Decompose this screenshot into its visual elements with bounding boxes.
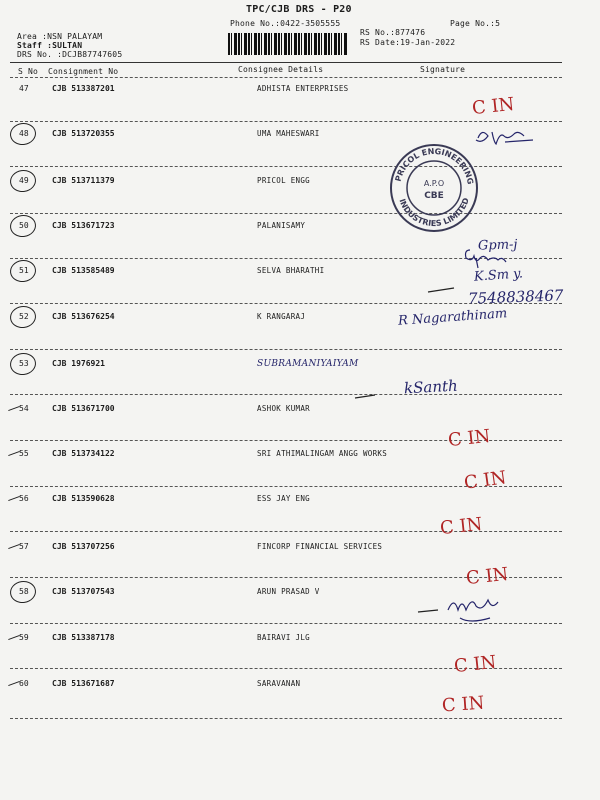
row-consignee: PALANISAMY <box>257 221 306 230</box>
row-consignee: ADHISTA ENTERPRISES <box>257 84 349 93</box>
row-consignment: CJB 1976921 <box>52 359 105 368</box>
row-consignee: BAIRAVI JLG <box>257 633 310 642</box>
handwritten-signature: kSanth <box>403 376 459 398</box>
signature-row48 <box>476 132 533 144</box>
phone-number: Phone No.:0422-3505555 <box>230 19 341 28</box>
dash-row53 <box>355 395 375 398</box>
area-field: Area :NSN PALAYAM <box>17 32 103 41</box>
drs-number: DRS No. :DCJB87747605 <box>17 50 123 59</box>
row-consignee: SUBRAMANIYAIYAM <box>257 359 359 369</box>
dash-row51 <box>428 288 454 292</box>
dash-row58 <box>418 610 438 612</box>
stamp-seal-icon <box>388 142 480 234</box>
col-sno: S No <box>18 67 39 76</box>
row-consignee: ESS JAY ENG <box>257 494 310 503</box>
handwritten-cin: C IN <box>465 563 510 590</box>
row-consignee: SRI ATHIMALINGAM ANGG WORKS <box>257 449 388 458</box>
row-consignment: CJB 513671700 <box>52 404 115 413</box>
row-consignee: K RANGARAJ <box>257 312 306 321</box>
row-consignment: CJB 513671687 <box>52 679 115 688</box>
handwritten-cin: C IN <box>462 467 508 494</box>
row-consignment: CJB 513387201 <box>52 84 115 93</box>
handwritten-cin: C IN <box>441 692 486 717</box>
row-sno: 59 <box>19 633 29 642</box>
row-sno: 60 <box>19 679 29 688</box>
handwritten-initials: Gpm-j <box>477 237 518 254</box>
row-consignment: CJB 513676254 <box>52 312 115 321</box>
row-consignment: CJB 513585489 <box>52 266 115 275</box>
row-sno: 48 <box>19 129 29 138</box>
row-consignee: UMA MAHESWARI <box>257 129 320 138</box>
row-consignee: FINCORP FINANCIAL SERVICES <box>257 542 383 551</box>
row-consignee: SARAVANAN <box>257 679 301 688</box>
rs-date: RS Date:19-Jan-2022 <box>360 38 456 47</box>
row-sno: 50 <box>19 221 29 230</box>
row-consignment: CJB 513707256 <box>52 542 115 551</box>
row-sno: 51 <box>19 266 29 275</box>
row-consignment: CJB 513734122 <box>52 449 115 458</box>
row-consignment: CJB 513720355 <box>52 129 115 138</box>
row-sno: 56 <box>19 494 29 503</box>
handwritten-cin: C IN <box>471 93 516 120</box>
stamp-center-text: A.P.O <box>423 179 445 188</box>
handwritten-cin: C IN <box>447 425 492 452</box>
row-sno: 52 <box>19 312 29 321</box>
rs-number: RS No.:877476 <box>360 28 426 37</box>
col-consignment: Consignment No <box>48 67 119 76</box>
handwritten-name: K.Sm y. <box>473 266 524 285</box>
col-signature: Signature <box>420 65 466 74</box>
staff-field: Staff :SULTAN <box>17 41 83 50</box>
row-consignment: CJB 513387178 <box>52 633 115 642</box>
row-sno: 49 <box>19 176 29 185</box>
row-sno: 47 <box>19 84 29 93</box>
company-stamp <box>388 142 480 234</box>
row-sno: 58 <box>19 587 29 596</box>
row-consignment: CJB 513707543 <box>52 587 115 596</box>
page-number: Page No.:5 <box>450 19 501 28</box>
signature-row58 <box>448 600 498 621</box>
handwritten-cin: C IN <box>439 513 484 540</box>
stamp-city-text: CBE <box>424 191 444 201</box>
row-consignee: PRICOL ENGG <box>257 176 310 185</box>
row-consignment: CJB 513590628 <box>52 494 115 503</box>
row-sno: 54 <box>19 404 29 413</box>
row-consignment: CJB 513671723 <box>52 221 115 230</box>
sheet-title: TPC/CJB DRS - P20 <box>246 4 352 15</box>
col-consignee: Consignee Details <box>238 65 324 74</box>
row-consignment: CJB 513711379 <box>52 176 115 185</box>
handwritten-mobile: 7548838467 <box>467 286 564 308</box>
row-sno: 57 <box>19 542 29 551</box>
stamp-bottom-text: INDUSTRIES LIMITED <box>397 196 471 229</box>
handwritten-receiver: R Nagarathinam <box>397 306 508 329</box>
row-sno: 53 <box>19 359 29 368</box>
row-consignee: ARUN PRASAD V <box>257 587 320 596</box>
row-consignee: SELVA BHARATHI <box>257 266 325 275</box>
row-consignee: ASHOK KUMAR <box>257 404 310 413</box>
stamp-top-text: PRICOL ENGINEERING <box>393 146 475 186</box>
row-sno: 55 <box>19 449 29 458</box>
handwritten-cin: C IN <box>453 651 498 678</box>
